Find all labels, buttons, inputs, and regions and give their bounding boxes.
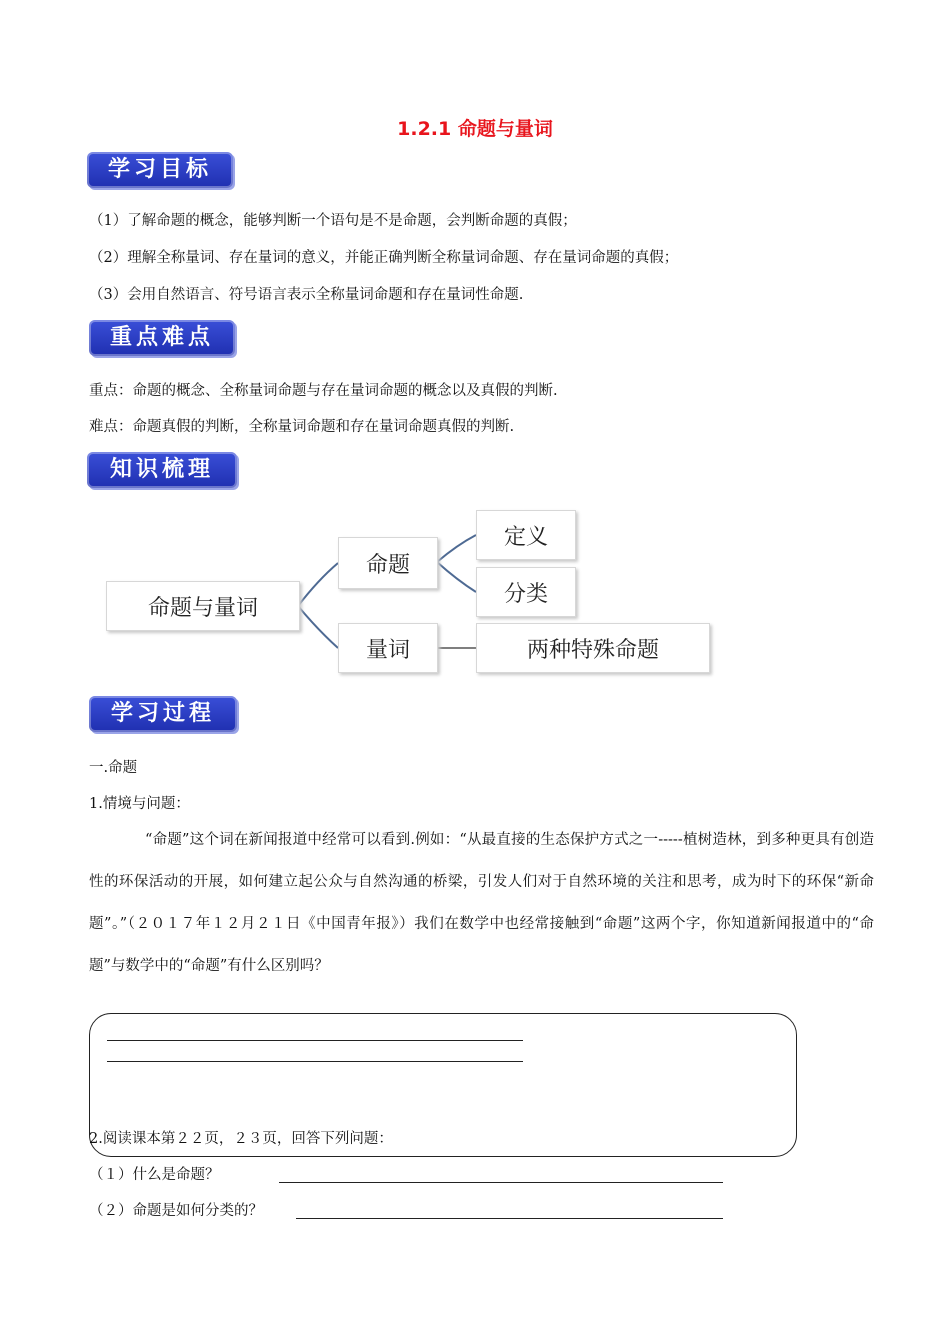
- answer-line-q1: [279, 1181, 723, 1183]
- goal-line: （1）了解命题的概念，能够判断一个语句是不是命题，会判断命题的真假；: [89, 213, 577, 229]
- difficult-point-line: 难点：命题真假的判断，全称量词命题和存在量词命题真假的判断.: [89, 419, 515, 435]
- goal-line: （2）理解全称量词、存在量词的意义，并能正确判断全称量词命题、存在量词命题的真假；: [89, 250, 679, 266]
- subsection-heading: 2.阅读课本第２２页，２３页，回答下列问题：: [89, 1131, 393, 1147]
- subsection-heading: 1.情境与问题：: [89, 796, 190, 812]
- mindmap-special-propositions-node: 两种特殊命题: [476, 623, 710, 673]
- answer-line: [107, 1060, 523, 1062]
- question-1: （１）什么是命题？: [89, 1167, 220, 1183]
- mindmap-root-node: 命题与量词: [106, 581, 300, 631]
- mindmap-classification-node: 分类: [476, 567, 576, 617]
- section-badge-keypoints: 重点难点: [89, 320, 235, 356]
- section-heading: 一.命题: [89, 760, 138, 776]
- key-point-line: 重点：命题的概念、全称量词命题与存在量词命题的概念以及真假的判断.: [89, 383, 558, 399]
- section-badge-knowledge: 知识梳理: [87, 452, 237, 488]
- context-paragraph: “命题”这个词在新闻报道中经常可以看到.例如：“从最直接的生态保护方式之一-----植树造林，到多种更具有创造性的环保活动的开展，如何建立起公众与自然沟通的桥梁，引发人们对于自然环境的关注和思考，成为时下的环保“新命题”。”（２０１７年１２月２１日《中国青年报》）我们在数学中也经常接触到“命题”这两个字，你知道新闻报道中的“命题”与数学中的“命题”有什么区别吗？: [89, 832, 874, 974]
- mindmap-quantifier-node: 量词: [338, 623, 438, 673]
- section-badge-process: 学习过程: [89, 696, 237, 732]
- answer-line-q2: [296, 1217, 723, 1219]
- mindmap-proposition-node: 命题: [338, 537, 438, 589]
- mindmap-definition-node: 定义: [476, 510, 576, 560]
- answer-line: [107, 1039, 523, 1041]
- question-2: （２）命题是如何分类的？: [89, 1203, 263, 1219]
- section-badge-goals: 学习目标: [87, 152, 233, 188]
- goal-line: （3）会用自然语言、符号语言表示全称量词命题和存在量词性命题.: [89, 287, 524, 303]
- page-title: 1.2.1 命题与量词: [397, 118, 553, 140]
